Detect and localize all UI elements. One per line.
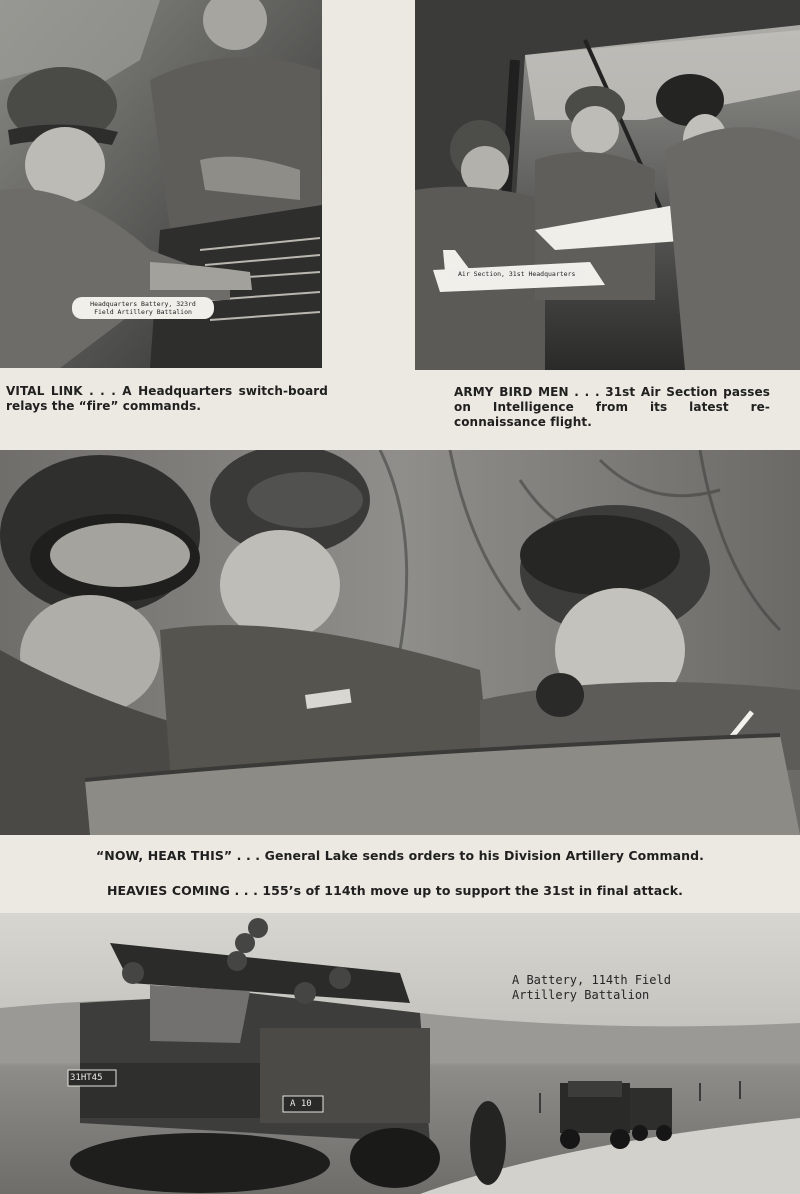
convoy-photo-image: [0, 913, 800, 1194]
convoy-photo: [0, 913, 800, 1194]
air-section-photo: [415, 0, 800, 370]
vital-link-caption: VITAL LINK . . . A Headquarters switch-board relays the “fire” commands.: [6, 384, 328, 413]
switchboard-photo-label: Headquarters Battery, 323rd Field Artillery Battalion: [72, 297, 214, 319]
air-section-photo-image: [415, 0, 800, 370]
heavies-coming-caption: HEAVIES COMING . . . 155’s of 114th move up to support the 31st in final attack.: [106, 883, 684, 898]
now-hear-this-caption: “NOW, HEAR THIS” . . . General Lake sends orders to his Division Artillery Command.: [95, 848, 705, 863]
battery-photo-label: A Battery, 114th Field Artillery Battalion: [512, 973, 671, 1002]
vehicle-marking-side: A 10: [290, 1099, 312, 1109]
army-bird-men-caption: ARMY BIRD MEN . . . 31st Air Section passes on Intelligence from its latest re-connaissance flight.: [454, 385, 770, 429]
vehicle-marking-front: 31HT45: [70, 1073, 103, 1083]
air-section-photo-label: Air Section, 31st Headquarters: [448, 268, 585, 280]
general-lake-photo: [0, 450, 800, 835]
general-lake-photo-image: [0, 450, 800, 835]
